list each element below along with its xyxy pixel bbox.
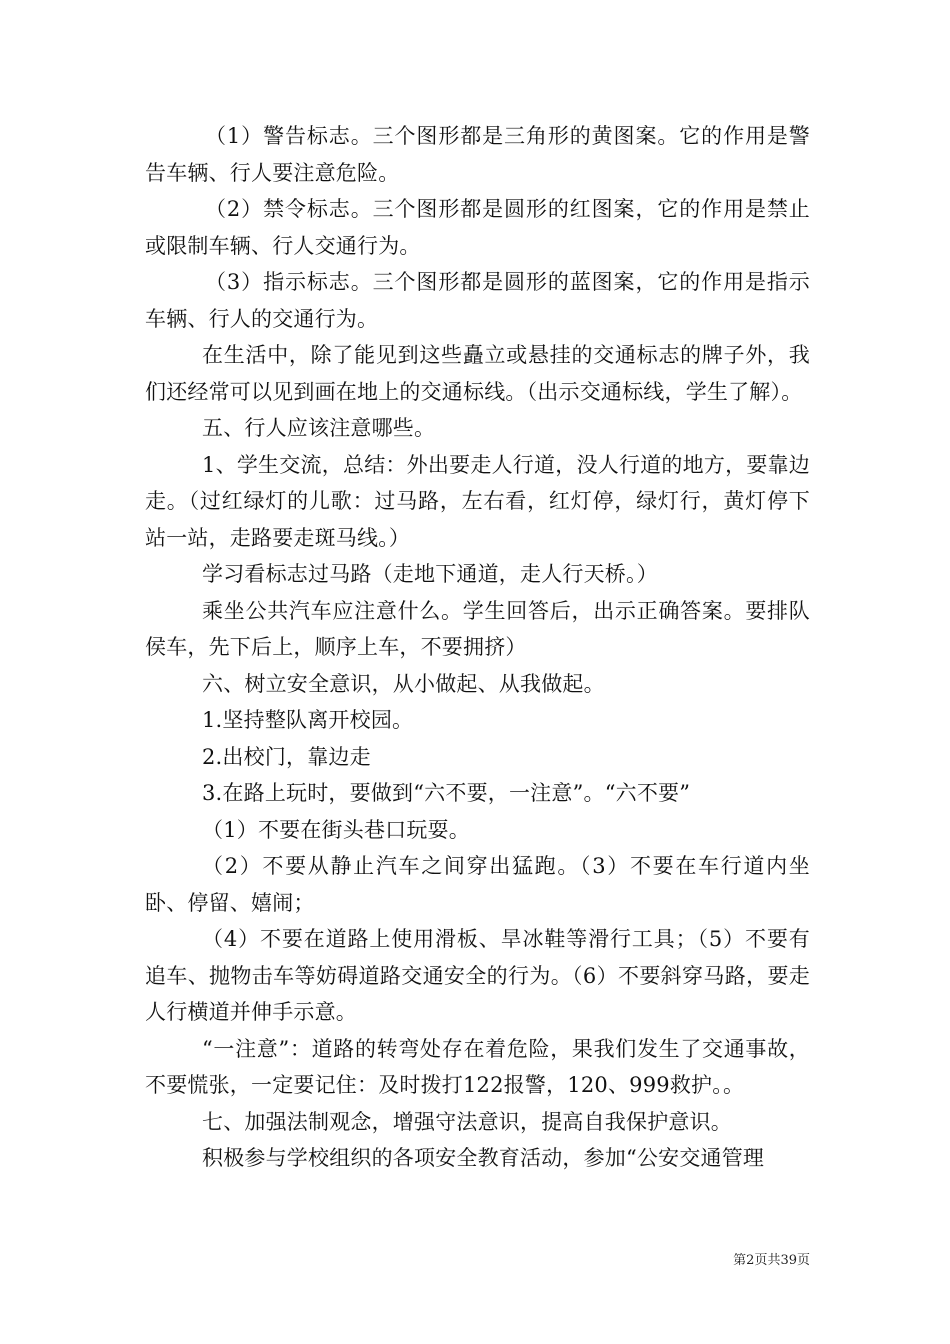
paragraph-prohibition-signs: （2）禁令标志。三个图形都是圆形的红图案，它的作用是禁止或限制车辆、行人交通行为。	[145, 197, 810, 258]
list-item-school-gate: 2.出校门，靠边走	[202, 744, 371, 769]
paragraph-participate: 积极参与学校组织的各项安全教育活动，参加“公安交通管理	[202, 1146, 765, 1170]
list-item-leave-school: 1.坚持整队离开校园。	[202, 708, 414, 732]
section-heading-legal-awareness: 七、加强法制观念，增强守法意识，提高自我保护意识。	[202, 1109, 732, 1134]
list-item-dont-skate: （4）不要在道路上使用滑板、旱冰鞋等滑行工具；（5）不要有追车、抛物击车等妨碍道路交通安全的行为。（6）不要斜穿马路，要走人行横道并伸手示意。	[145, 927, 810, 1024]
page-number-footer: 第2页共39页	[733, 1253, 810, 1268]
paragraph-bus-riding: 乘坐公共汽车应注意什么。学生回答后，出示正确答案。要排队侯车，先下后上，顺序上车，不要拥挤）	[145, 598, 810, 659]
section-heading-pedestrians: 五、行人应该注意哪些。	[202, 416, 436, 440]
paragraph-warning-signs: （1）警告标志。三个图形都是三角形的黄图案。它的作用是警告车辆、行人要注意危险。	[145, 124, 810, 185]
paragraph-student-summary: 1、学生交流，总结：外出要走人行道，没人行道的地方，要靠边走。（过红绿灯的儿歌：过马路，左右看，红灯停，绿灯行，黄灯停下站一站，走路要走斑马线。）	[145, 452, 810, 550]
section-heading-safety-awareness: 六、树立安全意识，从小做起、从我做起。	[202, 671, 605, 696]
list-item-dont-play: （1）不要在街头巷口玩耍。	[202, 817, 470, 842]
paragraph-road-markings: 在生活中，除了能见到这些矗立或悬挂的交通标志的牌子外，我们还经常可以见到画在地上的交通标线。（出示交通标线，学生了解）。	[145, 343, 810, 404]
paragraph-one-attention: “一注意”：道路的转弯处存在着危险，果我们发生了交通事故，不要慌张，一定要记住：及时拨打122报警，120、999救护。。	[145, 1036, 810, 1097]
paragraph-indication-signs: （3）指示标志。三个图形都是圆形的蓝图案，它的作用是指示车辆、行人的交通行为。	[145, 270, 810, 331]
list-item-six-donts: 3.在路上玩时，要做到“六不要，一注意”。“六不要”	[202, 781, 691, 805]
paragraph-cross-road: 学习看标志过马路（走地下通道，走人行天桥。）	[202, 562, 658, 586]
document-body	[145, 118, 810, 1177]
list-item-dont-run: （2）不要从静止汽车之间穿出猛跑。（3）不要在车行道内坐卧、停留、嬉闹；	[145, 854, 810, 915]
